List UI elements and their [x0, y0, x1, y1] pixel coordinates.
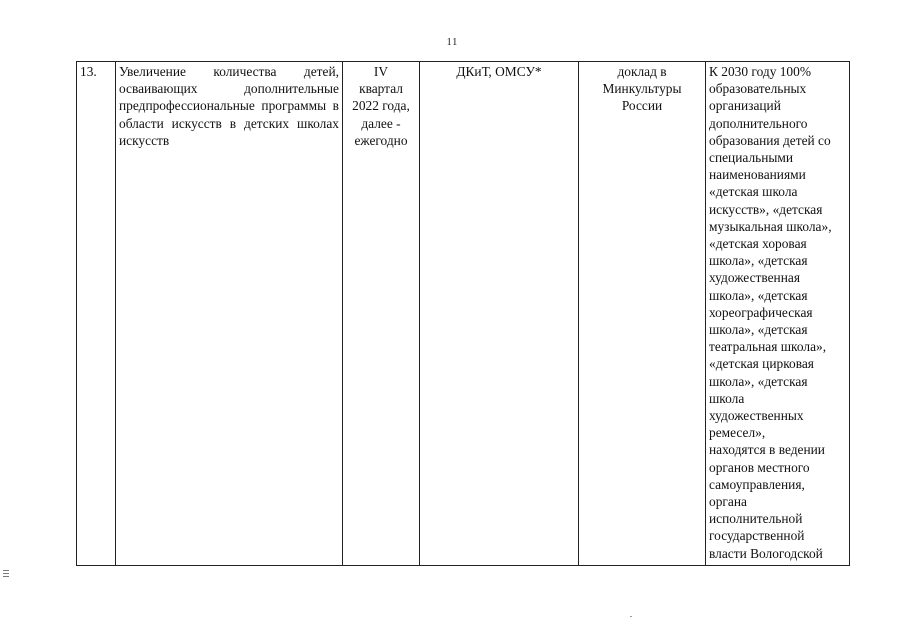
result-line: образования детей со [709, 132, 831, 148]
result-line: «детская цирковая [709, 356, 814, 372]
page-number: 11 [446, 37, 459, 48]
result-line: «детская школа [709, 184, 798, 200]
scan-speck [630, 616, 632, 617]
result-line: искусств», «детская [709, 201, 823, 217]
result-line: образовательных [709, 81, 807, 97]
action-text: Увеличение количества детей, осваивающих дополнительные предпрофессиональные программы в области искусств в детских школах искусств [119, 64, 339, 148]
result-line: К 2030 году 100% [709, 64, 811, 79]
term-line: IV [373, 64, 389, 79]
result-line: дополнительного [709, 115, 808, 131]
row-number-cell [77, 62, 116, 566]
result-line: государственной [709, 528, 805, 544]
result-line: наименованиями [709, 167, 806, 183]
result-line: специальными [709, 150, 794, 166]
table-row [77, 62, 850, 566]
result-line: художественных [709, 408, 804, 424]
result-line: музыкальная школа», [709, 218, 832, 234]
result-line: школа», «детская [709, 322, 808, 338]
result-line: органов местного [709, 459, 810, 475]
term-cell [343, 62, 420, 566]
report-line: доклад в [617, 64, 667, 79]
row-number: 13. [80, 64, 97, 79]
result-line: ремесел», [709, 425, 766, 441]
term-line: ежегодно [354, 132, 408, 148]
result-line: школа», «детская [709, 373, 808, 389]
result-line: власти Вологодской [709, 545, 823, 561]
result-line: школа», «детская [709, 253, 808, 269]
result-line: организаций [709, 98, 781, 114]
action-cell [116, 62, 343, 566]
report-line: Минкультуры [602, 81, 682, 97]
binding-margin-mark [3, 570, 9, 579]
term-line: далее - [361, 115, 401, 131]
result-line: театральная школа», [709, 339, 827, 355]
term-line: квартал [359, 81, 403, 97]
report-line: России [621, 98, 663, 114]
executor-cell [420, 62, 579, 566]
result-line: школа [709, 390, 745, 406]
executor-text: ДКиТ, ОМСУ* [456, 64, 542, 79]
result-line: хореографическая [709, 304, 813, 320]
result-cell [706, 62, 850, 566]
result-line: художественная [709, 270, 800, 286]
result-line: самоуправления, [709, 476, 805, 492]
report-form-cell [579, 62, 706, 566]
result-line: школа», «детская [709, 287, 808, 303]
term-line: 2022 года, [352, 98, 410, 114]
result-line: находятся в ведении [709, 442, 825, 458]
result-line: органа [709, 494, 747, 510]
result-line: исполнительной [709, 511, 803, 527]
action-plan-table [76, 61, 850, 566]
result-line: «детская хоровая [709, 236, 807, 252]
